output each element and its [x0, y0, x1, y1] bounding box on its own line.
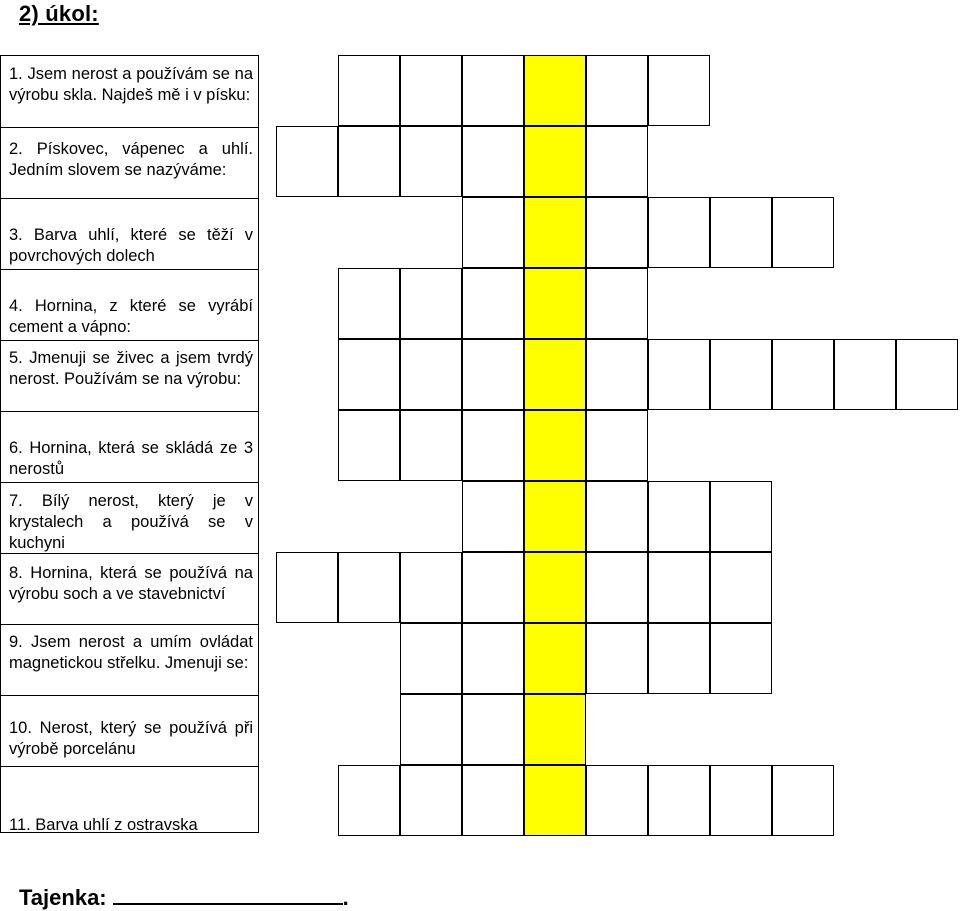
solution-cell-r9-c4[interactable] — [524, 623, 586, 694]
crossword-cell-r9-c7[interactable] — [710, 623, 772, 694]
crossword-cell-r6-c5[interactable] — [586, 410, 648, 481]
clue-1: 1. Jsem nerost a používám se na výrobu skla. Najdeš mě i v písku: — [9, 65, 253, 104]
crossword-cell-r8-c2[interactable] — [400, 552, 462, 623]
crossword-cell-r3-c8[interactable] — [772, 197, 834, 268]
crossword-cell-r7-c3[interactable] — [462, 481, 524, 552]
crossword-cell-r7-c7[interactable] — [710, 481, 772, 552]
crossword-cell-r5-c10[interactable] — [896, 339, 958, 410]
crossword-cell-r10-c3[interactable] — [462, 694, 524, 765]
solution-cell-r2-c4[interactable] — [524, 126, 586, 197]
solution-end-mark: . — [342, 885, 349, 910]
crossword-cell-r6-c2[interactable] — [400, 410, 462, 481]
crossword-cell-r4-c3[interactable] — [462, 268, 524, 339]
crossword-cell-r3-c5[interactable] — [586, 197, 648, 268]
crossword-cell-r8-c1[interactable] — [338, 552, 400, 623]
solution-footer — [19, 883, 349, 911]
clue-separator — [1, 411, 258, 412]
clue-separator — [1, 553, 258, 554]
crossword-cell-r5-c2[interactable] — [400, 339, 462, 410]
solution-cell-r10-c4[interactable] — [524, 694, 586, 765]
crossword-cell-r11-c3[interactable] — [462, 765, 524, 836]
clue-separator — [1, 340, 258, 341]
clue-4: 4. Hornina, z které se vyrábí cement a vápno: — [9, 297, 253, 336]
clue-3: 3. Barva uhlí, které se těží v povrchových dolech — [9, 226, 253, 265]
crossword-cell-r5-c7[interactable] — [710, 339, 772, 410]
crossword-cell-r2-c2[interactable] — [400, 126, 462, 197]
clue-panel — [0, 55, 259, 833]
solution-cell-r3-c4[interactable] — [524, 197, 586, 268]
clue-separator — [1, 127, 258, 128]
crossword-cell-r7-c6[interactable] — [648, 481, 710, 552]
crossword-cell-r3-c6[interactable] — [648, 197, 710, 268]
crossword-cell-r5-c9[interactable] — [834, 339, 896, 410]
crossword-cell-r2-c0[interactable] — [276, 126, 338, 197]
crossword-cell-r8-c7[interactable] — [710, 552, 772, 623]
crossword-cell-r3-c3[interactable] — [462, 197, 524, 268]
solution-cell-r11-c4[interactable] — [524, 765, 586, 836]
crossword-cell-r5-c6[interactable] — [648, 339, 710, 410]
crossword-cell-r8-c3[interactable] — [462, 552, 524, 623]
solution-answer-line[interactable] — [113, 883, 343, 905]
crossword-cell-r11-c1[interactable] — [338, 765, 400, 836]
clue-2: 2. Pískovec, vápenec a uhlí. Jedním slovem se nazýváme: — [9, 140, 253, 179]
crossword-cell-r4-c2[interactable] — [400, 268, 462, 339]
crossword-cell-r1-c2[interactable] — [400, 55, 462, 126]
clue-9: 9. Jsem nerost a umím ovládat magnetickou střelku. Jmenuji se: — [9, 633, 253, 672]
clue-separator — [1, 766, 258, 767]
crossword-cell-r9-c5[interactable] — [586, 623, 648, 694]
crossword-cell-r4-c5[interactable] — [586, 268, 648, 339]
clue-separator — [1, 269, 258, 270]
crossword-cell-r6-c1[interactable] — [338, 410, 400, 481]
clue-separator — [1, 695, 258, 696]
solution-cell-r5-c4[interactable] — [524, 339, 586, 410]
crossword-cell-r5-c3[interactable] — [462, 339, 524, 410]
crossword-cell-r5-c1[interactable] — [338, 339, 400, 410]
clue-separator — [1, 198, 258, 199]
clue-7: 7. Bílý nerost, který je v krystalech a používá se v kuchyni — [9, 492, 253, 552]
crossword-cell-r11-c2[interactable] — [400, 765, 462, 836]
crossword-cell-r1-c3[interactable] — [462, 55, 524, 126]
crossword-cell-r1-c1[interactable] — [338, 55, 400, 126]
crossword-cell-r7-c5[interactable] — [586, 481, 648, 552]
crossword-cell-r11-c7[interactable] — [710, 765, 772, 836]
crossword-cell-r1-c6[interactable] — [648, 55, 710, 126]
crossword-cell-r6-c3[interactable] — [462, 410, 524, 481]
crossword-cell-r8-c5[interactable] — [586, 552, 648, 623]
crossword-cell-r2-c1[interactable] — [338, 126, 400, 197]
clue-5: 5. Jmenuji se živec a jsem tvrdý nerost. Používám se na výrobu: — [9, 349, 253, 388]
crossword-cell-r1-c5[interactable] — [586, 55, 648, 126]
solution-cell-r1-c4[interactable] — [524, 55, 586, 126]
clue-separator — [1, 624, 258, 625]
crossword-cell-r4-c1[interactable] — [338, 268, 400, 339]
crossword-cell-r3-c7[interactable] — [710, 197, 772, 268]
crossword-cell-r9-c6[interactable] — [648, 623, 710, 694]
solution-cell-r7-c4[interactable] — [524, 481, 586, 552]
crossword-cell-r2-c3[interactable] — [462, 126, 524, 197]
clue-separator — [1, 482, 258, 483]
crossword-cell-r11-c8[interactable] — [772, 765, 834, 836]
clue-8: 8. Hornina, která se používá na výrobu soch a ve stavebnictví — [9, 564, 253, 603]
crossword-cell-r11-c5[interactable] — [586, 765, 648, 836]
crossword-cell-r8-c6[interactable] — [648, 552, 710, 623]
solution-cell-r8-c4[interactable] — [524, 552, 586, 623]
solution-label: Tajenka: — [19, 885, 107, 910]
crossword-cell-r8-c0[interactable] — [276, 552, 338, 623]
clue-10: 10. Nerost, který se používá při výrobě porcelánu — [9, 719, 253, 758]
page-title: 2) úkol: — [19, 1, 99, 26]
solution-cell-r6-c4[interactable] — [524, 410, 586, 481]
crossword-cell-r10-c2[interactable] — [400, 694, 462, 765]
crossword-cell-r9-c3[interactable] — [462, 623, 524, 694]
crossword-cell-r2-c5[interactable] — [586, 126, 648, 197]
crossword-cell-r9-c2[interactable] — [400, 623, 462, 694]
solution-cell-r4-c4[interactable] — [524, 268, 586, 339]
crossword-cell-r11-c6[interactable] — [648, 765, 710, 836]
crossword-cell-r5-c5[interactable] — [586, 339, 648, 410]
clue-6: 6. Hornina, která se skládá ze 3 nerostů — [9, 439, 253, 478]
clue-11: 11. Barva uhlí z ostravska — [9, 816, 198, 834]
crossword-cell-r5-c8[interactable] — [772, 339, 834, 410]
